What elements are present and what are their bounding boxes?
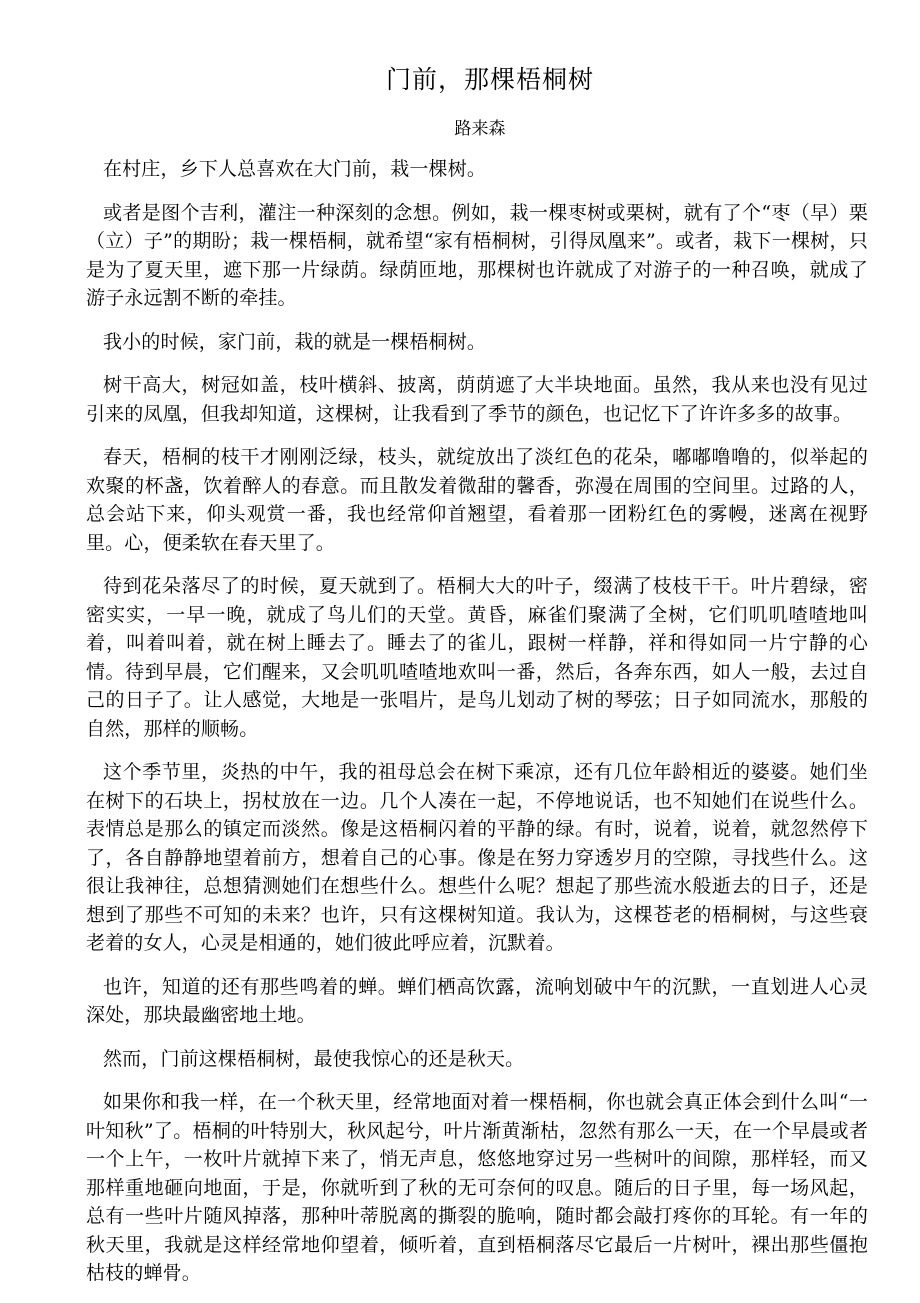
paragraph: 春天，梧桐的枝干才刚刚泛绿，枝头，就绽放出了淡红色的花朵，嘟嘟噜噜的，似举起的欢聚的杯盏，饮着醉人的春意。而且散发着微甜的馨香，弥漫在周围的空间里。过路的人，总会站下来，仰头观赏一番，我也经常仰首翘望，看着那一团粉红色的雾幔，迷离在视野里。心，便柔软在春天里了。 xyxy=(86,446,868,554)
paragraph: 或者是图个吉利，灌注一种深刻的念想。例如，栽一棵枣树或栗树，就有了个“枣（早）栗（立）子”的期盼；栽一棵梧桐，就希望“家有梧桐树，引得凤凰来”。或者，栽下一棵树，只是为了夏天里，遮下那一片绿荫。绿荫匝地，那棵树也许就成了对游子的一种召唤，就成了游子永远割不断的牵挂。 xyxy=(86,201,868,309)
paragraph: 树干高大，树冠如盖，枝叶横斜、披离，荫荫遮了大半块地面。虽然，我从来也没有见过引来的凤凰，但我却知道，这棵树，让我看到了季节的颜色，也记忆下了许许多多的故事。 xyxy=(86,374,868,425)
paragraph: 然而，门前这棵梧桐树，最使我惊心的还是秋天。 xyxy=(103,1047,525,1070)
paragraph: 这个季节里，炎热的中午，我的祖母总会在树下乘凉，还有几位年龄相近的婆婆。她们坐在树下的石块上，拐杖放在一边。几个人凑在一起，不停地说话，也不知她们在说些什么。表情总是那么的镇定而淡然。像是这梧桐闪着的平静的绿。有时，说着，说着，就忽然停下了，各自静静地望着前方，想着自己的心事。像是在努力穿透岁月的空隙，寻找些什么。这很让我神往，总想猜测她们在想些什么。想些什么呢？想起了那些流水般逝去的日子，还是想到了那些不可知的未来？也许，只有这棵树知道。我认为，这棵苍老的梧桐树，与这些衰老着的女人，心灵是相通的，她们彼此呼应着，沉默着。 xyxy=(86,761,868,954)
paragraph: 在村庄，乡下人总喜欢在大门前，栽一棵树。 xyxy=(103,158,487,180)
author-name: 路来森 xyxy=(454,119,506,139)
paragraph: 我小的时候，家门前，栽的就是一棵梧桐树。 xyxy=(103,330,487,353)
page-title: 门前，那棵梧桐树 xyxy=(385,65,594,94)
paragraph: 如果你和我一样，在一个秋天里，经常地面对着一棵梧桐，你也就会真正体会到什么叫“一叶知秋”了。梧桐的叶特别大，秋风起兮，叶片渐黄渐枯，忽然有那么一天，在一个早晨或者一个上午，一枚叶片就掉下来了，悄无声息，悠悠地穿过另一些树叶的间隙，那样轻，而又那样重地砸向地面，于是，你就听到了秋的无可奈何的叹息。随后的日子里，每一场风起，总有一些叶片随风掉落，那种叶蒂脱离的撕裂的脆响，随时都会敲打疼你的耳轮。有一年的秋天里，我就是这样经常地仰望着，倾听着，直到梧桐落尽它最后一片树叶，裸出那些僵抱枯枝的蝉骨。 xyxy=(86,1091,868,1284)
paragraph: 也许，知道的还有那些鸣着的蝉。蝉们栖高饮露，流响划破中午的沉默，一直划进人心灵深处，那块最幽密地土地。 xyxy=(86,975,868,1026)
article-body xyxy=(86,155,868,1303)
paragraph: 待到花朵落尽了的时候，夏天就到了。梧桐大大的叶子，缀满了枝枝干干。叶片碧绿，密密实实，一早一晚，就成了鸟儿们的天堂。黄昏，麻雀们聚满了全树，它们叽叽喳喳地叫着，叫着叫着，就在树上睡去了。睡去了的雀儿，跟树一样静，祥和得如同一片宁静的心情。待到早晨，它们醒来，又会叽叽喳喳地欢叫一番，然后，各奔东西，如人一般，去过自己的日子了。让人感觉，大地是一张唱片，是鸟儿划动了树的琴弦；日子如同流水，那般的自然，那样的顺畅。 xyxy=(86,575,868,740)
